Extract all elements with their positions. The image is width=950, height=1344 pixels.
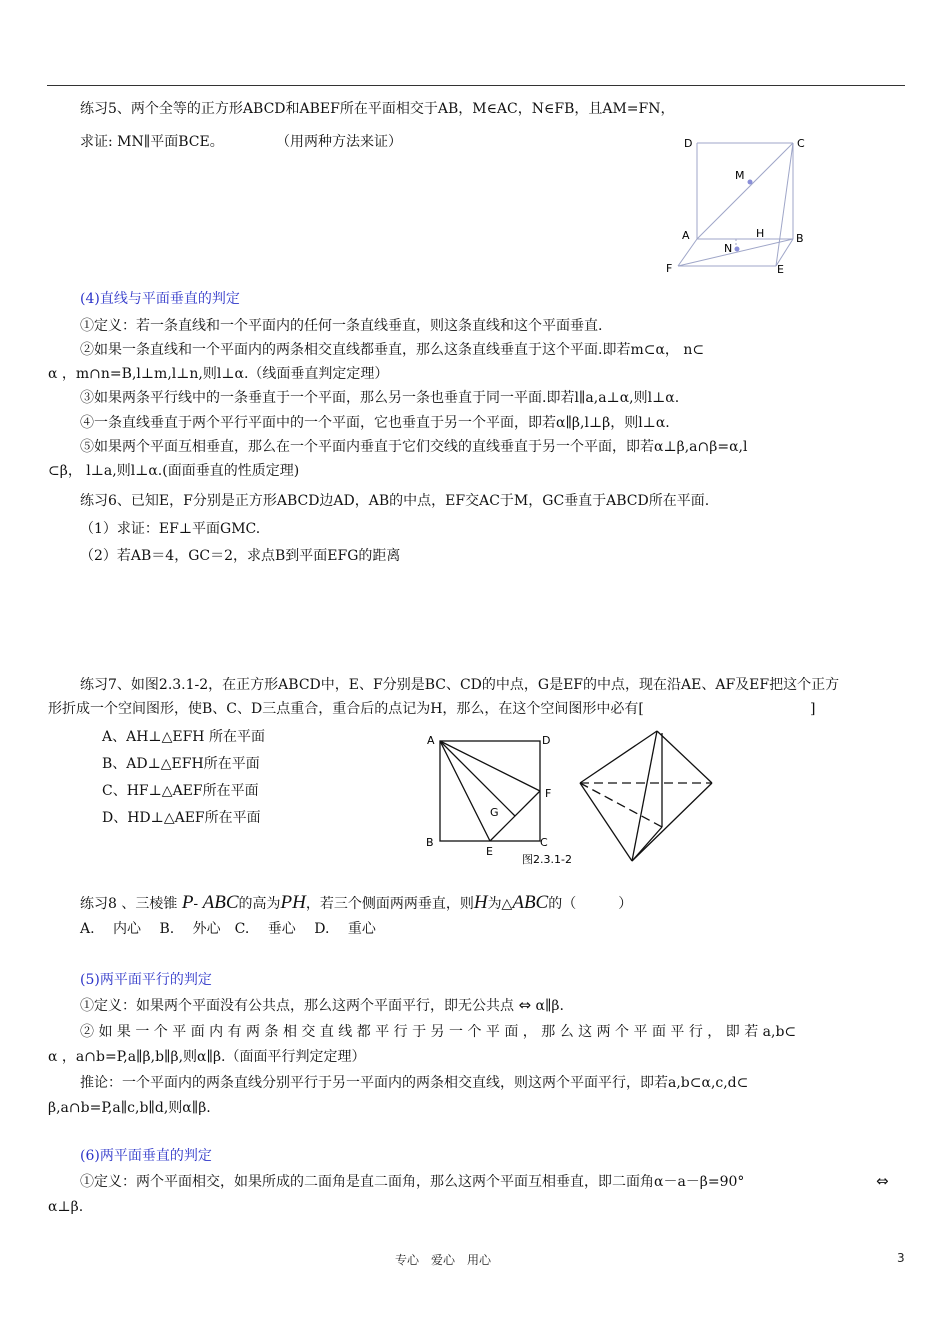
fig2-label-G: G [490, 806, 499, 819]
ex8-options: A. 内心 B. 外心 C. 垂心 D. 重心 [80, 921, 376, 937]
sec4-line5: ④一条直线垂直于两个平行平面中的一个平面，它也垂直于另一个平面，即若α∥β,l⊥β，则l⊥α. [80, 415, 670, 431]
sec4-line4: ③如果两条平行线中的一条垂直于一个平面，那么另一条也垂直于同一平面.即若l∥a,a⊥α,则l⊥α. [80, 390, 680, 406]
ex8-H: H [473, 892, 488, 913]
ex7-option-d: D、HD⊥△AEF所在平面 [102, 810, 261, 826]
sec5-line1-b: α∥β. [535, 998, 564, 1014]
sec5-line1-a: ①定义：如果两个平面没有公共点，那么这两个平面平行，即无公共点 [80, 998, 514, 1014]
fig2-caption: 图2.3.1-2 [522, 853, 572, 866]
fig2-label-C: C [540, 836, 548, 849]
fig1-label-A: A [682, 229, 690, 242]
figure-folding [420, 725, 720, 870]
ex7-line2: 形折成一个空间图形，使B、C、D三点重合，重合后的点记为H，那么，在这个空间图形中必有[ [48, 701, 644, 717]
ex8-dash: - [193, 896, 199, 912]
ex5-line1: 练习5、两个全等的正方形ABCD和ABEF所在平面相交于AB，M∈AC，N∈FB，且AM=FN， [80, 101, 675, 117]
sec6-heading: (6)两平面垂直的判定 [80, 1148, 212, 1164]
ex7-option-c: C、HF⊥△AEF所在平面 [102, 783, 259, 799]
fig1-label-B: B [796, 232, 804, 245]
sec5-line5: β,a∩b=P,a∥c,b∥d,则α∥β. [48, 1100, 211, 1116]
sec4-line2: ②如果一条直线和一个平面内的两条相交直线都垂直，那么这条直线垂直于这个平面.即若m⊂α， n⊂ [80, 342, 705, 358]
sec4-line3: α ，m∩n=B,l⊥m,l⊥n,则l⊥α.（线面垂直判定定理） [48, 366, 389, 382]
fig1-label-M: M [735, 169, 745, 182]
sec4-line6: ⑤如果两个平面互相垂直，那么在一个平面内垂直于它们交线的直线垂直于另一个平面，即若α⊥β,a∩β=α,l [80, 439, 748, 455]
sec6-line2: α⊥β. [48, 1199, 84, 1215]
fig1-label-D: D [684, 137, 693, 150]
sec4-line1: ①定义：若一条直线和一个平面内的任何一条直线垂直，则这条直线和这个平面垂直. [80, 318, 603, 334]
sec4-heading: (4)直线与平面垂直的判定 [80, 291, 240, 307]
sec5-line1 [80, 996, 564, 1015]
ex7-option-b: B、AD⊥△EFH所在平面 [102, 756, 260, 772]
ex8-prefix: 练习8 、三棱锥 [80, 896, 178, 912]
ex5-hint: （用两种方法来证） [276, 134, 402, 150]
fig2-label-F: F [545, 787, 552, 800]
ex7-line2-bracket: ] [810, 701, 816, 717]
ex8-ABC2: ABC [512, 892, 549, 913]
fig1-label-C: C [797, 137, 805, 150]
ex8-mid2: ，若三个侧面两两垂直，则 [305, 896, 474, 912]
sec5-iff-symbol: ⇔ [518, 996, 532, 1014]
ex8-PH: PH [280, 892, 306, 913]
fig2-label-D: D [542, 734, 551, 747]
sec5-heading: (5)两平面平行的判定 [80, 972, 212, 988]
fig1-label-E: E [777, 263, 784, 276]
fig2-label-E: E [486, 845, 493, 858]
footer-slogan: 专心 爱心 用心 [395, 1253, 492, 1267]
ex7-option-a: A、AH⊥△EFH 所在平面 [102, 729, 265, 745]
sec5-line2: ② 如 果 一 个 平 面 内 有 两 条 相 交 直 线 都 平 行 于 另 一 个 平 面 ， 那 么 这 两 个 平 面 平 行 ， 即 若 a,b⊂ [80, 1024, 797, 1040]
sec4-line7: ⊂β， l⊥a,则l⊥α.(面面垂直的性质定理) [48, 463, 300, 479]
sec6-line1: ①定义：两个平面相交，如果所成的二面角是直二面角，那么这两个平面互相垂直，即二面角α－a－β=90° [80, 1174, 745, 1190]
ex8-mid3: 为△ [487, 896, 513, 912]
sec5-line3: α ，a∩b=P,a∥β,b∥β,则α∥β.（面面平行判定定理） [48, 1049, 366, 1065]
fig1-label-F: F [666, 262, 673, 275]
fig1-label-N: N [724, 242, 733, 255]
page-number: 3 [897, 1251, 905, 1265]
ex6-line3: （2）若AB＝4，GC＝2，求点B到平面EFG的距离 [80, 548, 401, 564]
figure-two-squares [660, 132, 820, 277]
fig2-label-A: A [427, 734, 435, 747]
ex8-ABC: ABC [202, 892, 239, 913]
ex8-mid1: 的高为 [238, 896, 281, 912]
ex8-suffix: 的（ ） [548, 896, 633, 912]
fig1-label-H: H [756, 227, 765, 240]
ex7-line1: 练习7、如图2.3.1-2，在正方形ABCD中，E、F分别是BC、CD的中点，G是EF的中点，现在沿AE、AF及EF把这个正方 [80, 677, 840, 693]
sec6-iff-symbol: ⇔ [876, 1172, 889, 1190]
ex8-line1 [80, 892, 632, 915]
top-rule [47, 85, 905, 86]
sec5-line4: 推论：一个平面内的两条直线分别平行于另一平面内的两条相交直线，则这两个平面平行，即若a,b⊂α,c,d⊂ [80, 1075, 749, 1091]
ex6-line2: （1）求证：EF⊥平面GMC. [80, 521, 261, 537]
ex8-P: P [181, 892, 194, 913]
ex5-prove: 求证: MN∥平面BCE。 [80, 134, 224, 150]
fig2-label-B: B [426, 836, 434, 849]
ex6-line1: 练习6、已知E，F分别是正方形ABCD边AD，AB的中点，EF交AC于M，GC垂直于ABCD所在平面. [80, 493, 710, 509]
